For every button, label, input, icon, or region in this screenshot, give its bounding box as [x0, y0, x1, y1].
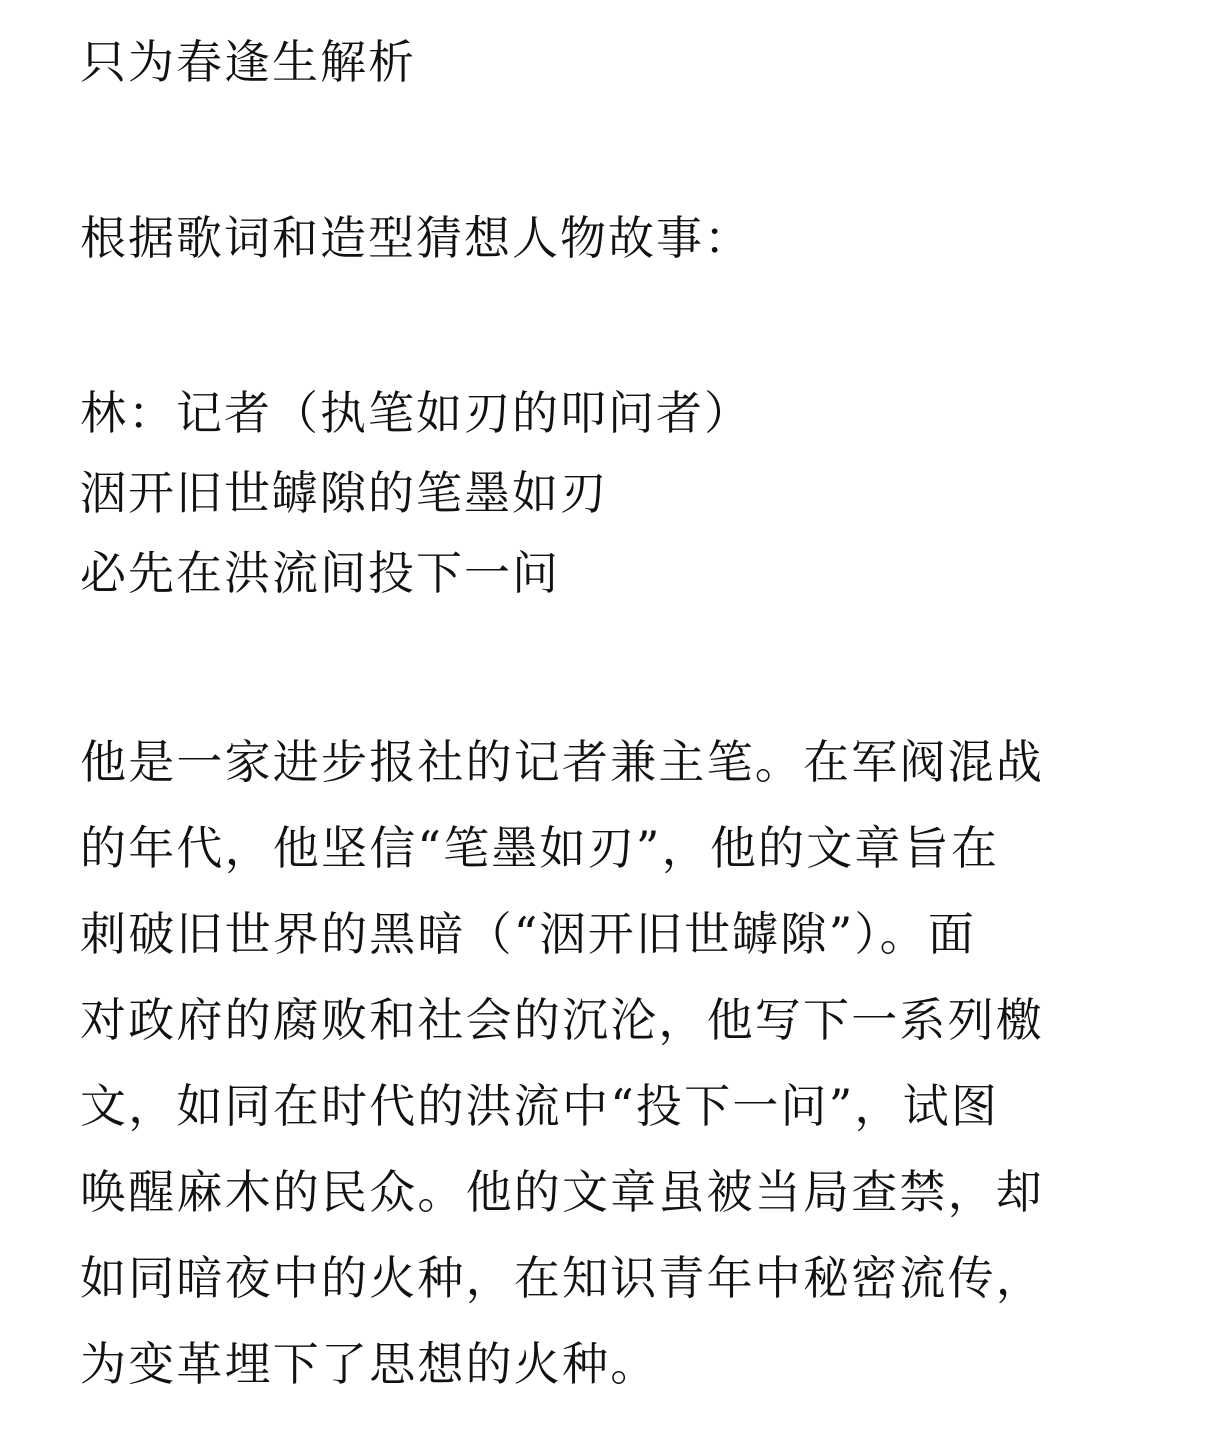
section-subtitle: 根据歌词和造型猜想人物故事：	[80, 211, 752, 265]
paragraph-line: 唤醒麻木的民众。他的文章虽被当局查禁，却	[80, 1165, 1044, 1219]
paragraph-line: 的年代，他坚信“笔墨如刃”，他的文章旨在	[80, 821, 1000, 875]
page-title: 只为春逢生解析	[80, 35, 416, 89]
verse-heading: 林：记者（执笔如刃的叩问者）	[80, 386, 752, 440]
paragraph-line: 刺破旧世界的黑暗（“洇开旧世罅隙”）。面	[80, 907, 977, 961]
paragraph-line: 对政府的腐败和社会的沉沦，他写下一系列檄	[80, 993, 1044, 1047]
paragraph-line: 他是一家进步报社的记者兼主笔。在军阀混战	[80, 735, 1044, 789]
story-paragraph	[80, 722, 1130, 1410]
paragraph-line: 如同暗夜中的火种，在知识青年中秘密流传，	[80, 1251, 1044, 1305]
verse-line: 洇开旧世罅隙的笔墨如刃	[80, 466, 608, 520]
verse-block	[80, 378, 752, 618]
paragraph-line: 为变革埋下了思想的火种。	[80, 1337, 659, 1391]
paragraph-line: 文，如同在时代的洪流中“投下一问”，试图	[80, 1079, 1000, 1133]
verse-line: 必先在洪流间投下一问	[80, 546, 560, 600]
